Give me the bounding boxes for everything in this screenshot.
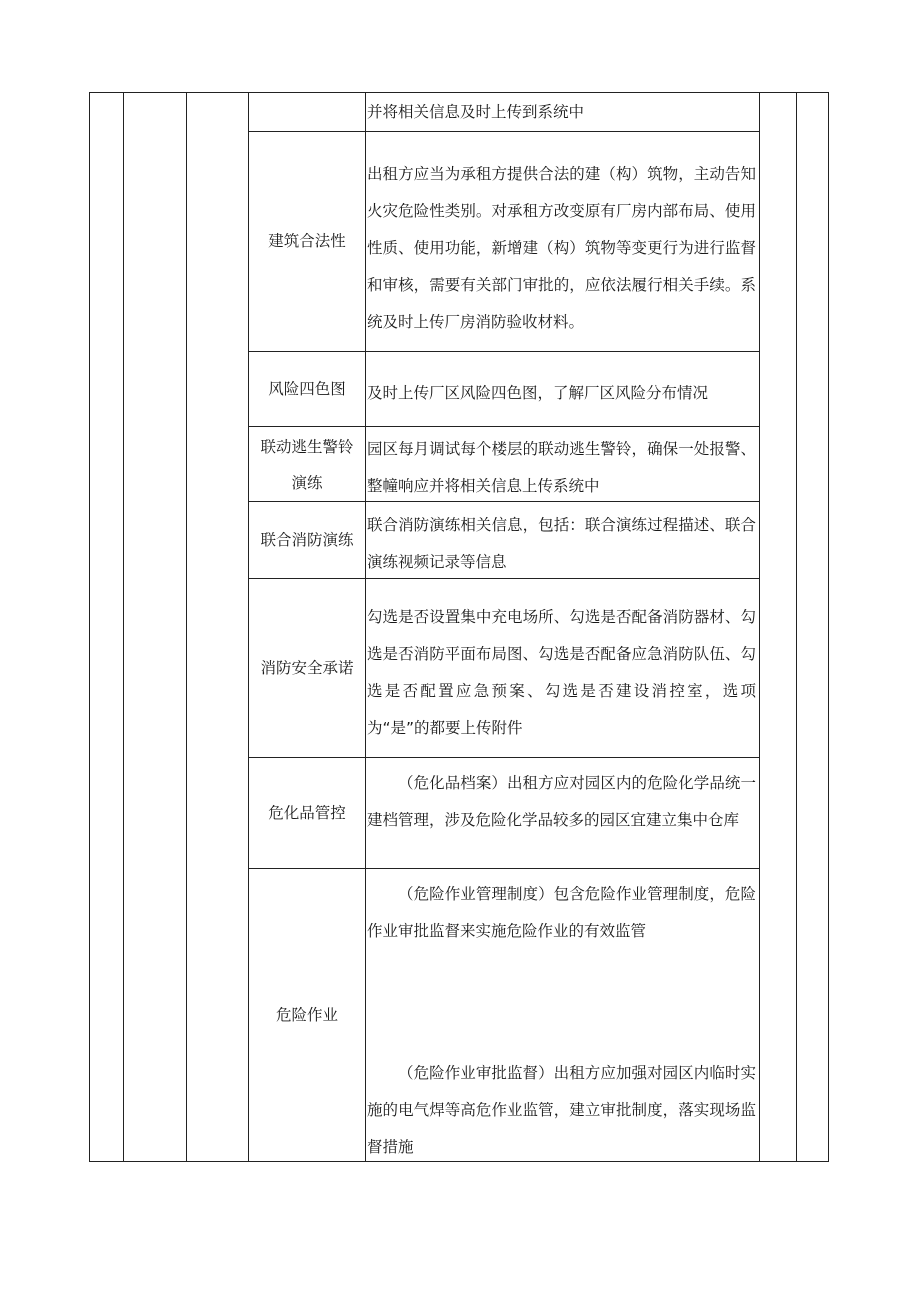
row-description: （危险作业审批监督）出租方应加强对园区内临时实施的电气焊等高危作业监管，建立审批制度，落实现场监督措施 [367,1064,756,1156]
row-item-label: 联动逃生警铃演练 [260,437,354,492]
column-divider [796,92,797,1162]
row-item-label: 危险作业 [275,1006,338,1024]
row-description: 出租方应当为承租方提供合法的建（构）筑物，主动告知火灾危险性类别。对承租方改变原有厂房内部布局、使用性质、使用功能，新增建（构）筑物等变更行为进行监督和审核，需要有关部门审批的，应依法履行相关手续。系统及时上传厂房消防验收材料。 [367,165,756,331]
row-description: 勾选是否设置集中充电场所、勾选是否配备消防器材、勾选是否消防平面布局图、勾选是否配备应急消防队伍、勾选是否配置应急预案、勾选是否建设消控室，选项为“是”的都要上传附件 [367,608,756,737]
row-item-label: 建筑合法性 [268,232,346,250]
row-item-label: 消防安全承诺 [260,658,354,677]
row-description: （危险作业管理制度）包含危险作业管理制度，危险作业审批监督来实施危险作业的有效监管 [367,885,756,940]
row-item-label: 联合消防演练 [260,530,354,549]
column-divider [123,92,124,1162]
row-item-label: 危化品管控 [268,803,346,822]
row-item-label: 风险四色图 [268,379,346,398]
row-description: 及时上传厂区风险四色图，了解厂区风险分布情况 [367,384,709,402]
row-divider [248,426,759,427]
row-description: 并将相关信息及时上传到系统中 [367,103,585,121]
column-divider [186,92,187,1162]
row-description: 联合消防演练相关信息，包括：联合演练过程描述、联合演练视频记录等信息 [367,516,756,571]
column-divider [759,92,760,1162]
row-description: （危化品档案）出租方应对园区内的危险化学品统一建档管理，涉及危险化学品较多的园区宜建立集中仓库 [367,774,756,829]
column-divider [365,92,366,1162]
row-description: 园区每月调试每个楼层的联动逃生警铃，确保一处报警、整幢响应并将相关信息上传系统中 [367,440,756,495]
